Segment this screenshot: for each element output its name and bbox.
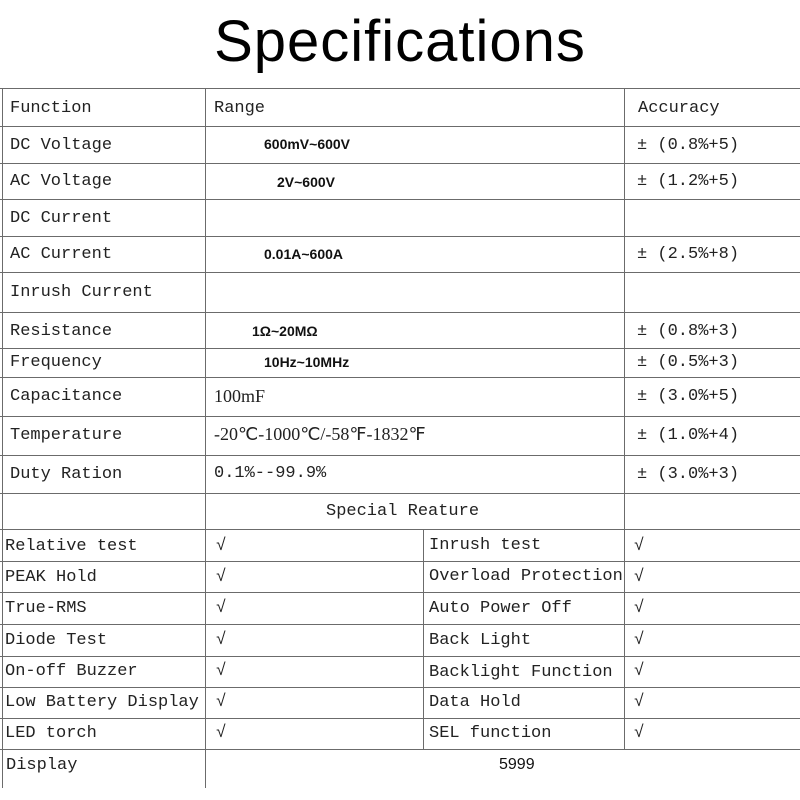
range-cell: -20℃-1000℃/-58℉-1832℉ <box>214 424 426 444</box>
row-divider <box>0 687 800 688</box>
accuracy-cell: ± (2.5%+8) <box>637 245 740 264</box>
range-cell: 100mF <box>214 386 266 406</box>
feature-label: Low Battery Display <box>5 693 199 712</box>
checkmark: √ <box>634 631 645 650</box>
row-divider <box>0 493 800 494</box>
page-title: Specifications <box>214 9 586 74</box>
feature-label: Diode Test <box>5 631 108 650</box>
feature-label: Overload Protection <box>429 567 623 586</box>
row-divider <box>0 592 800 593</box>
range-cell: 2V~600V <box>277 174 335 190</box>
feature-label: Auto Power Off <box>429 599 572 618</box>
row-divider <box>0 312 800 313</box>
row-divider <box>0 561 800 562</box>
row-divider <box>0 236 800 237</box>
accuracy-cell: ± (1.0%+4) <box>637 426 740 445</box>
row-divider <box>0 529 800 530</box>
row-divider <box>0 749 800 750</box>
row-divider <box>0 377 800 378</box>
range-cell: 10Hz~10MHz <box>264 354 350 370</box>
feature-label: Relative test <box>5 537 138 556</box>
range-cell: 600mV~600V <box>264 136 351 152</box>
range-cell: 0.1%--99.9% <box>214 464 327 483</box>
checkmark: √ <box>216 568 227 587</box>
row-divider <box>0 348 800 349</box>
accuracy-cell: ± (0.8%+3) <box>637 322 740 341</box>
accuracy-cell: ± (3.0%+5) <box>637 387 740 406</box>
display-value: 5999 <box>499 756 535 773</box>
row-divider <box>0 455 800 456</box>
row-divider <box>0 163 800 164</box>
row-divider <box>0 416 800 417</box>
row-divider <box>0 272 800 273</box>
feature-label: Back Light <box>429 631 532 650</box>
range-cell: 1Ω~20MΩ <box>252 323 318 339</box>
feature-label: True-RMS <box>5 599 87 618</box>
feature-label: Backlight Function <box>429 663 613 682</box>
checkmark: √ <box>634 662 645 681</box>
checkmark: √ <box>634 599 645 618</box>
table-border-top <box>0 88 800 89</box>
accuracy-cell: ± (3.0%+3) <box>637 465 740 484</box>
function-cell: AC Current <box>10 245 113 264</box>
checkmark: √ <box>216 599 227 618</box>
function-cell: Resistance <box>10 322 113 341</box>
checkmark: √ <box>634 537 645 556</box>
function-cell: DC Voltage <box>10 136 113 155</box>
row-divider <box>0 199 800 200</box>
column-divider <box>423 529 424 749</box>
column-divider <box>2 88 3 788</box>
display-label: Display <box>6 756 78 775</box>
checkmark: √ <box>634 724 645 743</box>
function-cell: Capacitance <box>10 387 123 406</box>
special-feature-heading: Special Reature <box>326 502 480 521</box>
header-function: Function <box>10 99 92 118</box>
feature-label: On-off Buzzer <box>5 662 138 681</box>
range-cell: 0.01A~600A <box>264 246 344 262</box>
checkmark: √ <box>216 662 227 681</box>
accuracy-cell: ± (0.8%+5) <box>637 136 740 155</box>
row-divider <box>0 718 800 719</box>
checkmark: √ <box>216 693 227 712</box>
accuracy-cell: ± (1.2%+5) <box>637 172 740 191</box>
feature-label: Inrush test <box>429 536 542 555</box>
function-cell: Duty Ration <box>10 465 123 484</box>
function-cell: Frequency <box>10 353 102 372</box>
checkmark: √ <box>634 693 645 712</box>
function-cell: Inrush Current <box>10 283 153 302</box>
header-range: Range <box>214 99 266 118</box>
checkmark: √ <box>216 631 227 650</box>
header-accuracy: Accuracy <box>638 99 720 118</box>
row-divider <box>0 624 800 625</box>
accuracy-cell: ± (0.5%+3) <box>637 353 740 372</box>
feature-label: SEL function <box>429 724 552 743</box>
checkmark: √ <box>634 568 645 587</box>
feature-label: LED torch <box>5 724 97 743</box>
checkmark: √ <box>216 724 227 743</box>
function-cell: DC Current <box>10 209 113 228</box>
row-divider <box>0 656 800 657</box>
function-cell: AC Voltage <box>10 172 113 191</box>
checkmark: √ <box>216 537 227 556</box>
column-divider <box>624 88 625 749</box>
column-divider <box>205 88 206 788</box>
function-cell: Temperature <box>10 426 123 445</box>
feature-label: Data Hold <box>429 693 521 712</box>
feature-label: PEAK Hold <box>5 568 97 587</box>
row-divider <box>0 126 800 127</box>
